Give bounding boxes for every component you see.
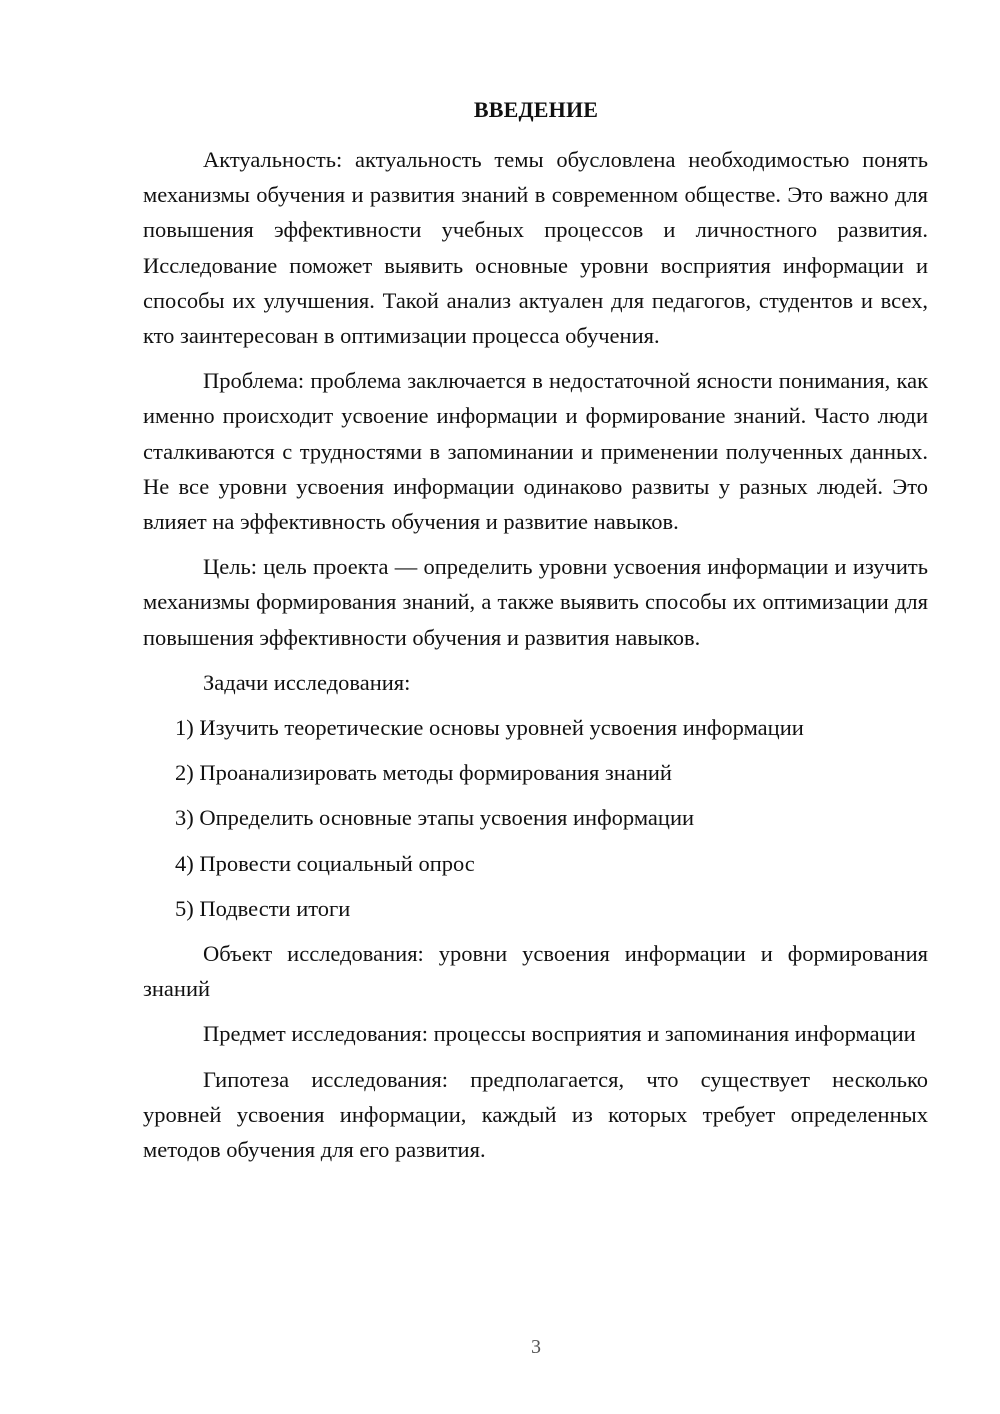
section-title: ВВЕДЕНИЕ [473, 97, 599, 122]
paragraph-relevance: Актуальность: актуальность темы обусловлена необходимостью понять механизмы обучения и развития знаний в современном обществе. Это важно для повышения эффективности учебных процессов и личностного развития. Исследование поможет выявить основные уровни восприятия информации и способы их улучшения. Такой анализ актуален для педагогов, студентов и всех, кто заинтересован в оптимизации процесса обучения. [143, 147, 928, 349]
paragraph-problem: Проблема: проблема заключается в недостаточной ясности понимания, как именно происходит усвоение информации и формирование знаний. Часто люди сталкиваются с трудностями в запоминании и применении полученных данных. Не все уровни усвоения информации одинаково развиты у разных людей. Это влияет на эффективность обучения и развитие навыков. [143, 368, 928, 535]
task-item: 3) Определить основные этапы усвоения информации [175, 805, 695, 831]
paragraph-hypothesis: Гипотеза исследования: предполагается, что существует несколько уровней усвоения информации, каждый из которых требует определенных методов обучения для его развития. [143, 1066, 928, 1163]
task-item: 4) Провести социальный опрос [175, 850, 475, 876]
tasks-list [143, 710, 928, 926]
document-body [143, 142, 928, 1167]
paragraph-object: Объект исследования: уровни усвоения информации и формирования знаний [143, 941, 928, 1002]
task-item: 2) Проанализировать методы формирования знаний [175, 760, 672, 786]
paragraph-subject: Предмет исследования: процессы восприятия и запоминания информации [203, 1021, 916, 1047]
tasks-heading: Задачи исследования: [203, 669, 411, 695]
task-item: 5) Подвести итоги [175, 895, 351, 921]
page-number: 3 [531, 1336, 541, 1358]
paragraph-goal: Цель: цель проекта — определить уровни усвоения информации и изучить механизмы формирования знаний, а также выявить способы их оптимизации для повышения эффективности обучения и развития навыков. [143, 554, 928, 650]
task-item: 1) Изучить теоретические основы уровней усвоения информации [175, 715, 804, 741]
